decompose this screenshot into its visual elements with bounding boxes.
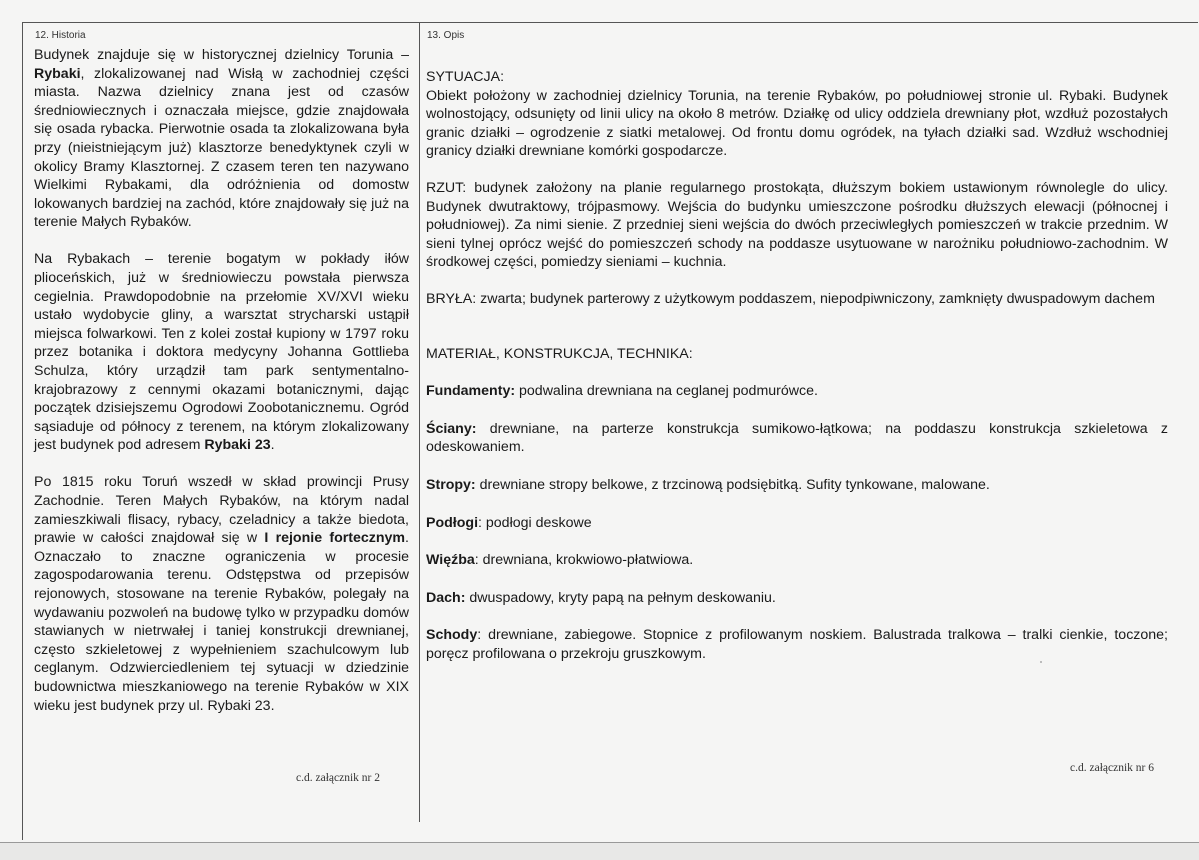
bold-text: Rybaki bbox=[34, 65, 81, 82]
text-span: Budynek znajduje się w historycznej dzielnicy Torunia – bbox=[34, 47, 409, 63]
material-title: MATERIAŁ, KONSTRUKCJA, TECHNIKA: bbox=[426, 345, 693, 362]
opis-column bbox=[426, 68, 1168, 682]
material-item-stropy bbox=[426, 476, 1168, 495]
bold-text: I rejonie fortecznym bbox=[264, 530, 406, 547]
opis-footer-note: c.d. załącznik nr 6 bbox=[1070, 762, 1154, 774]
scan-bottom-edge bbox=[0, 842, 1199, 860]
item-label: Fundamenty: bbox=[426, 383, 516, 400]
item-text: : drewniane, zabiegowe. Stopnice z profilowanym noskiem. Balustrada tralkowa – tralki cienkie, toczone; poręcz profilowana o przekroju gruszkowym. bbox=[426, 627, 1168, 662]
item-label: Ściany: bbox=[426, 420, 477, 437]
material-item-fundamenty bbox=[426, 382, 1168, 401]
scan-speck bbox=[1040, 661, 1042, 663]
bryla-text: BRYŁA: zwarta; budynek parterowy z użytkowym poddaszem, niepodpiwniczony, zamknięty dwuspadowym dachem bbox=[426, 290, 1155, 307]
section-heading-opis: 13. Opis bbox=[427, 30, 465, 41]
text-span: . Oznaczało to znaczne ograniczenia w procesie zagospodarowania terenu. Odstępstwa od przepisów rejonowych, stosowane na terenie Rybaków, polegały na wydawaniu pozwoleń na budowę tylko w przypadku domów stawianych w nietrwałej i taniej konstrukcji drewnianej, często szkieletowej z wypełnieniem szachulcowym lub ceglanym. Odzwierciedleniem tej sytuacji w dziedzinie budownictwa mieszkaniowego na terenie Rybaków w XIX wieku jest budynek przy ul. Rybaki 23. bbox=[34, 530, 409, 714]
item-label: Dach: bbox=[426, 589, 466, 606]
historia-column bbox=[34, 46, 409, 734]
item-text: : drewniana, krokwiowo-płatwiowa. bbox=[474, 552, 694, 569]
sytuacja-text: Obiekt położony w zachodniej dzielnicy Torunia, na terenie Rybaków, po południowej stronie ul. Rybaki. Budynek wolnostojący, odsunięty od linii ulicy na około 8 metrów. Działkę od ulicy oddziela drewniany płot, wzdłuż pozostałych granic działki – ogrodzenie z siatki metalowej. Od frontu domu ogródek, na tyłach działki sad. Wzdłuż wschodniej granicy działki drewniane komórki gospodarcze. bbox=[426, 87, 1168, 160]
material-item-podlogi bbox=[426, 514, 1168, 533]
historia-paragraph-2 bbox=[34, 250, 409, 455]
item-label: Podłogi bbox=[426, 514, 479, 531]
sytuacja-title: SYTUACJA: bbox=[426, 69, 505, 85]
text-span: Po 1815 roku Toruń wszedł w skład prowincji Prusy Zachodnie. Teren Małych Rybaków, na którym nadal zamieszkiwali flisacy, rybacy, czeladnicy a także biedota, prawie w całości znajdował się w bbox=[34, 474, 409, 547]
material-item-sciany bbox=[426, 420, 1168, 457]
material-item-wiezba bbox=[426, 551, 1168, 570]
text-span: . bbox=[270, 437, 275, 454]
rzut-text: RZUT: budynek założony na planie regularnego prostokąta, dłuższym bokiem ustawionym równolegle do ulicy. Budynek dwutraktowy, trójpasmowy. Wejścia do budynku umieszczone pośrodku dłuższych elewacji (północnej i południowej). Za nimi sienie. Z przedniej sieni wejścia do dwóch przeciwległych pomieszczeń w trakcie przednim. W sieni tylnej oprócz wejść do pomieszczeń schody na poddasze usytuowane w narożniku południowo-zachodnim. W środkowej części, pomiedzy sieniami – kuchnia. bbox=[426, 179, 1168, 271]
item-label: Stropy: bbox=[426, 476, 476, 493]
item-text: dwuspadowy, kryty papą na pełnym deskowaniu. bbox=[465, 589, 776, 606]
text-span: , zlokalizowanej nad Wisłą w zachodniej części miasta. Nazwa dzielnicy znana jest od czasów średniowiecznych i oznaczała miejsce, gdzie znajdowała się osada rybacka. Pierwotnie osada ta zlokalizowana była przy (nieistniejącym już) klasztorze benedyktynek czyli w okolicy Bramy Klasztornej. Z czasem teren ten nazywano Wielkimi Rybakami, dla odróżnienia od domostw lokowanych bardziej na zachód, które znajdowały się już na terenie Małych Rybaków. bbox=[34, 65, 409, 231]
bold-text: Rybaki 23 bbox=[204, 437, 271, 454]
material-item-schody bbox=[426, 626, 1168, 663]
column-divider bbox=[419, 22, 420, 822]
item-text: drewniane stropy belkowe, z trzcinową podsiębitką. Sufity tynkowane, malowane. bbox=[475, 476, 990, 493]
historia-footer-note: c.d. załącznik nr 2 bbox=[296, 772, 380, 784]
item-text: drewniane, na parterze konstrukcja sumikowo-łątkowa; na poddaszu konstrukcja szkieletowa z odeskowaniem. bbox=[426, 420, 1168, 456]
section-heading-historia: 12. Historia bbox=[35, 30, 86, 41]
item-text: podwalina drewniana na ceglanej podmurówce. bbox=[515, 383, 818, 400]
item-label: Więźba bbox=[426, 552, 475, 569]
item-text: : podłogi deskowe bbox=[478, 514, 592, 531]
material-item-dach bbox=[426, 589, 1168, 608]
item-label: Schody bbox=[426, 627, 478, 644]
text-span: Na Rybakach – terenie bogatym w pokłady iłów plioceńskich, już w średniowieczu powstała pierwsza cegielnia. Prawdopodobnie na przełomie XV/XVI wieku ustało wydobycie gliny, a warsztat strycharski ustąpił miejsca folwarkowi. Ten z kolei został kupiony w 1797 roku przez botanika i doktora medycyny Johanna Gottlieba Schulza, który urządził tam park sentymentalno-krajobrazowy z cennymi okazami botanicznymi, dając początek dzisiejszemu Ogrodowi Zoobotanicznemu. Ogród sąsiaduje od północy z terenem, na którym zlokalizowany jest budynek pod adresem bbox=[34, 251, 409, 454]
historia-paragraph-3 bbox=[34, 473, 409, 715]
historia-paragraph-1 bbox=[34, 46, 409, 232]
